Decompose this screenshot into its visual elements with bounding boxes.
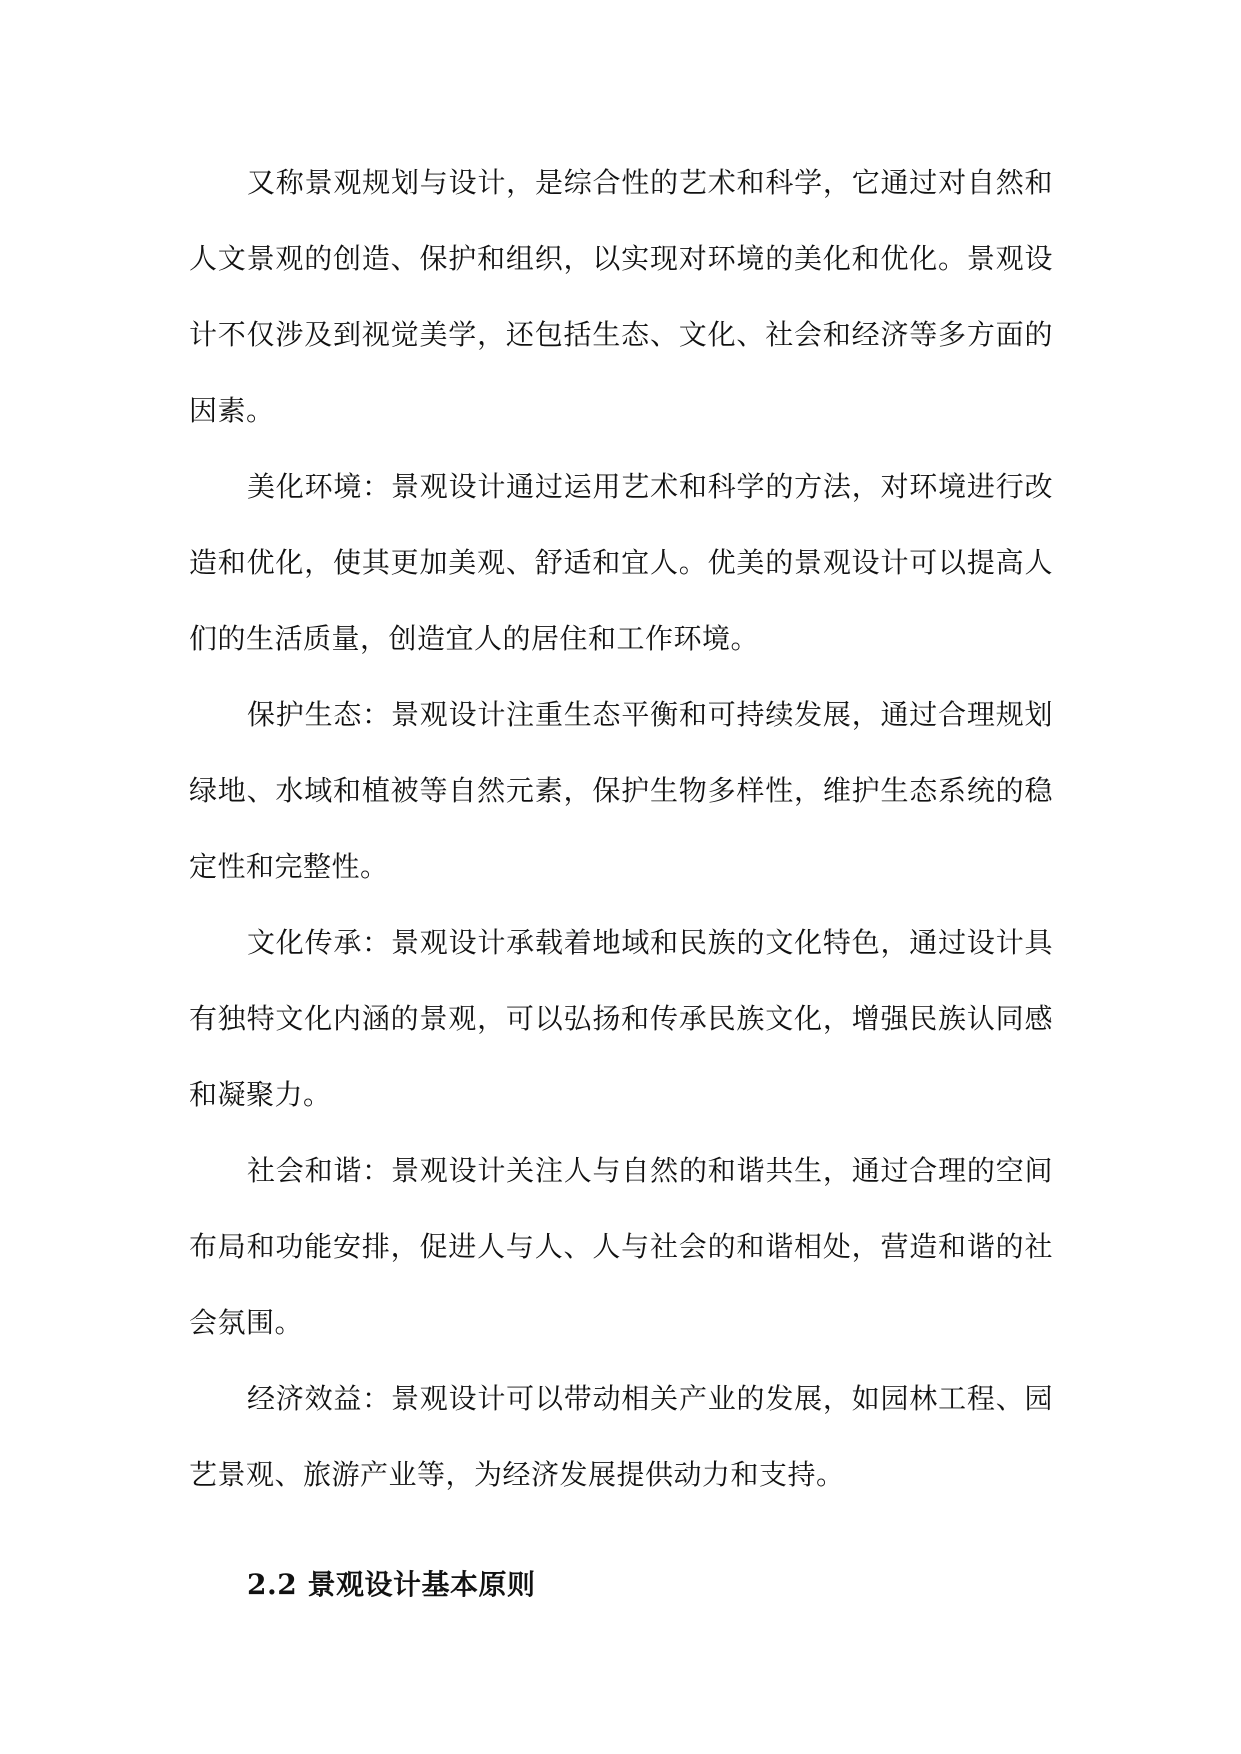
document-body <box>189 145 1053 1615</box>
section-heading: 2.2 景观设计基本原则 <box>247 1568 536 1601</box>
paragraph-protect-ecology: 保护生态：景观设计注重生态平衡和可持续发展，通过合理规划绿地、水域和植被等自然元素，保护生物多样性，维护生态系统的稳定性和完整性。 <box>189 698 1053 883</box>
paragraph-beautify-environment: 美化环境：景观设计通过运用艺术和科学的方法，对环境进行改造和优化，使其更加美观、舒适和宜人。优美的景观设计可以提高人们的生活质量，创造宜人的居住和工作环境。 <box>189 470 1053 655</box>
paragraph-cultural-heritage: 文化传承：景观设计承载着地域和民族的文化特色，通过设计具有独特文化内涵的景观，可以弘扬和传承民族文化，增强民族认同感和凝聚力。 <box>189 926 1053 1111</box>
paragraph-intro: 又称景观规划与设计，是综合性的艺术和科学，它通过对自然和人文景观的创造、保护和组织，以实现对环境的美化和优化。景观设计不仅涉及到视觉美学，还包括生态、文化、社会和经济等多方面的因素。 <box>189 166 1053 427</box>
paragraph-social-harmony: 社会和谐：景观设计关注人与自然的和谐共生，通过合理的空间布局和功能安排，促进人与人、人与社会的和谐相处，营造和谐的社会氛围。 <box>189 1154 1053 1339</box>
paragraph-economic-benefit: 经济效益：景观设计可以带动相关产业的发展，如园林工程、园艺景观、旅游产业等，为经济发展提供动力和支持。 <box>189 1382 1053 1491</box>
